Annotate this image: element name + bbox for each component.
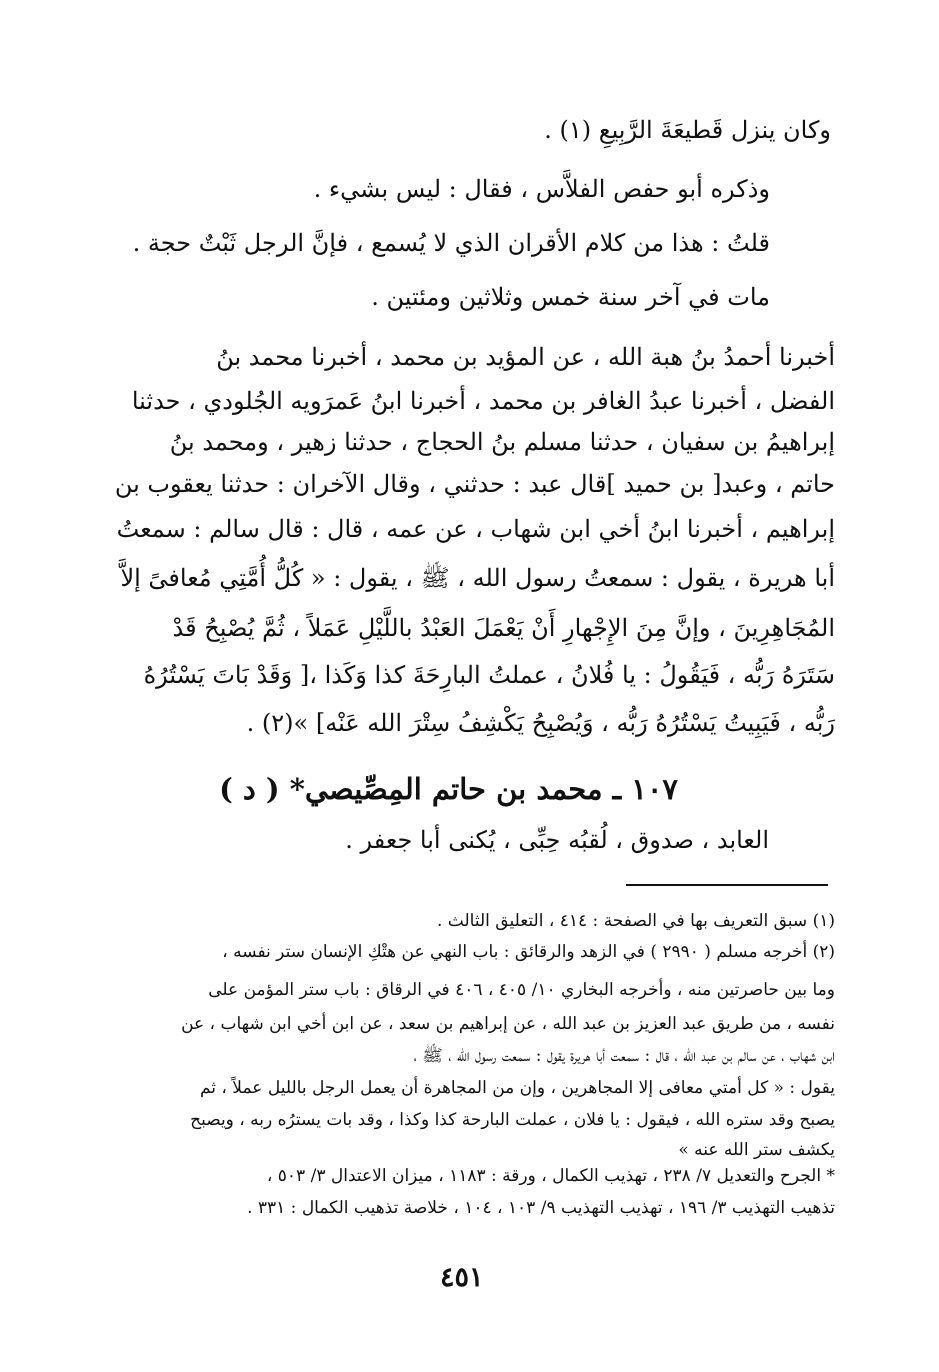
hadith-line: حاتم ، وعبد[ بن حميد ]قال عبد : حدثني ، وقال الآخران : حدثنا يعقوب بن [114, 470, 835, 498]
footnote-line: (١) سبق التعريف بها في الصفحة : ٤١٤ ، التعليق الثالث . [436, 911, 835, 931]
hadith-line: سَتَرَهُ رَبُّه ، فَيَقُولُ : يا فُلانُ ، عملتُ البارِحَةَ كذا وَكَذا ،[ وَقَدْ بَاتَ يَسْتُرُهُ [143, 661, 835, 689]
footnote-line: * الجرح والتعديل ٧/ ٢٣٨ ، تهذيب الكمال ، ورقة : ١١٨٣ ، ميزان الاعتدال ٣/ ٥٠٣ ، [266, 1166, 835, 1186]
hadith-line: أبا هريرة ، يقول : سمعتُ رسول الله ، ﷺ ، يقول : « كُلُّ أُمَّتِي مُعافىً إلاَّ [120, 564, 835, 592]
entry-heading: ١٠٧ ـ محمد بن حاتم المِصِّيصي* ( د ) [219, 772, 678, 806]
footnote-line: يكشف ستر الله عنه » [678, 1140, 835, 1160]
footnote-line: ابن شهاب ، عن سالم بن عبد الله ، قال : سمعت أبا هريرة يقول : سمعت رسول الله ، ﷺ ، [413, 1046, 835, 1066]
hadith-line: إبراهيمُ بن سفيان ، حدثنا مسلم بنُ الحجاج ، حدثنا زهير ، ومحمد بنُ [169, 428, 835, 456]
intro-line: وكان ينزل قَطيعَةَ الرَّبِيعِ (١) . [544, 116, 831, 144]
hadith-line: أخبرنا أحمدُ بنُ هبة الله ، عن المؤيد بن محمد ، أخبرنا محمد بنُ [216, 343, 835, 371]
hadith-line: المُجَاهِرِينَ ، وإنَّ مِنَ الإِجْهارِ أَنْ يَعْمَلَ العَبْدُ باللَّيْلِ عَمَلاً ، ثُمَّ يُصْبِحُ قَدْ [172, 614, 835, 642]
footnote-line: وما بين حاصرتين منه ، وأخرجه البخاري ١٠/ ٤٠٥ ، ٤٠٦ في الرقاق : باب ستر المؤمن على [208, 980, 835, 1000]
hadith-line: إبراهيم ، أخبرنا ابنُ أخي ابن شهاب ، عن عمه ، قال : قال سالم : سمعتُ [116, 515, 835, 543]
page-number: ٤٥١ [440, 1262, 484, 1293]
footnote-line: يصبح وقد ستره الله ، فيقول : يا فلان ، عملت البارحة كذا وكذا ، وقد بات يسترُه ربه ، ويصبح [190, 1110, 835, 1130]
entry-subline: العابد ، صدوق ، لُقبُه حِبِّى ، يُكنى أبا جعفر . [345, 826, 769, 854]
hadith-line: الفضل ، أخبرنا عبدُ الغافر بن محمد ، أخبرنا ابنُ عَمرَويه الجُلودي ، حدثنا [131, 387, 835, 415]
footnote-line: يقول : « كل أمتي معافى إلا المجاهرين ، وإن من المجاهرة أن يعمل الرجل بالليل عملاً ، ثم [199, 1078, 835, 1098]
hadith-line: رَبُّه ، فَيَبِيتُ يَسْتُرُهُ رَبُّه ، وَيُصْبِحُ يَكْشِفُ سِتْرَ الله عَنْه] »(٢) . [246, 709, 835, 737]
intro-line: قلتُ : هذا من كلام الأقران الذي لا يُسمع ، فإنَّ الرجل ثَبْتٌ حجة . [132, 229, 770, 257]
footnote-line: (٢) أخرجه مسلم ( ٢٩٩٠ ) في الزهد والرقائق : باب النهي عن هتْكِ الإنسان ستر نفسه ، [222, 942, 835, 962]
footnote-separator [626, 884, 828, 886]
footnote-line: نفسه ، من طريق عبد العزيز بن عبد الله ، عن إبراهيم بن سعد ، عن ابن أخي ابن شهاب ، عن [181, 1014, 835, 1034]
footnote-line: تذهيب التهذيب ٣/ ١٩٦ ، تهذيب التهذيب ٩/ ١٠٣ ، ١٠٤ ، خلاصة تذهيب الكمال : ٣٣١ . [247, 1198, 835, 1218]
intro-line: مات في آخر سنة خمس وثلاثين ومئتين . [371, 283, 770, 311]
intro-line: وذكره أبو حفص الفلاَّس ، فقال : ليس بشيء . [313, 175, 770, 203]
